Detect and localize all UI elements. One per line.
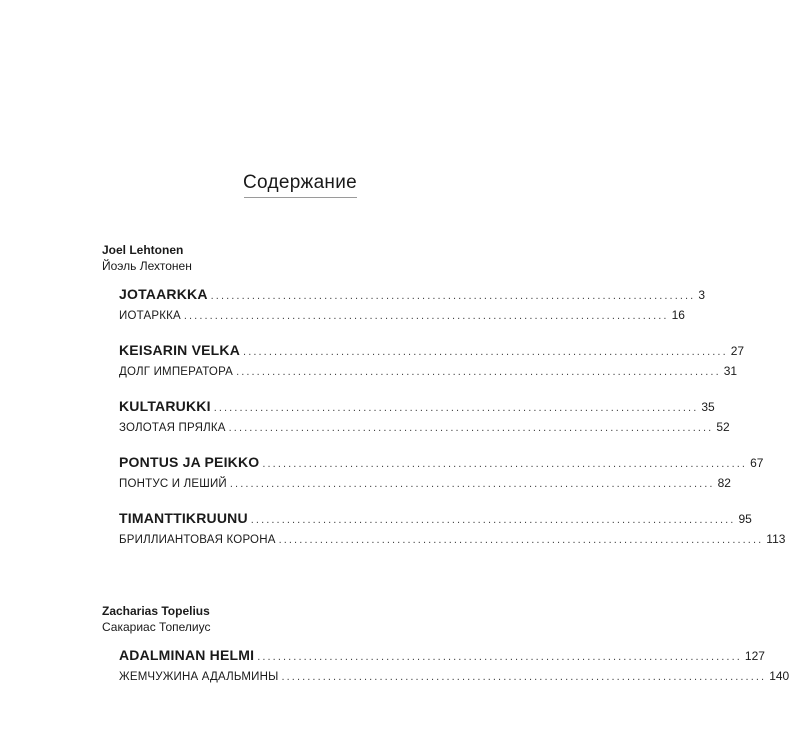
entry-title: ЗОЛОТАЯ ПРЯЛКА — [119, 422, 226, 434]
toc-entry-ru[interactable] — [119, 420, 730, 442]
entry-title: TIMANTTIKRUUNU — [119, 510, 248, 526]
toc-entry-fi[interactable] — [119, 454, 764, 476]
dot-leader: .............................................................................................. — [262, 458, 748, 470]
page-number: 140 — [769, 669, 789, 683]
toc-entry-ru[interactable] — [119, 476, 731, 498]
toc-entry-fi[interactable] — [119, 342, 745, 364]
entry-title: ЖЕМЧУЖИНА АДАЛЬМИНЫ — [119, 671, 279, 683]
author-name-ru: Йоэль Лехтонен — [102, 259, 192, 273]
toc-entry-ru[interactable] — [119, 532, 786, 554]
page-number: 95 — [738, 512, 752, 526]
toc-entry-fi[interactable] — [119, 647, 765, 669]
dot-leader: .............................................................................................. — [257, 651, 742, 663]
toc-entry-fi[interactable] — [119, 398, 715, 420]
page-number: 35 — [701, 400, 715, 414]
author-block-lehtonen — [102, 243, 192, 274]
entry-title: БРИЛЛИАНТОВАЯ КОРОНА — [119, 534, 276, 546]
author-block-topelius — [102, 604, 210, 635]
dot-leader: .............................................................................................. — [210, 290, 696, 302]
toc-group — [119, 647, 789, 691]
page-number: 16 — [671, 308, 685, 322]
title-underline — [244, 197, 357, 198]
entry-title: KEISARIN VELKA — [119, 342, 241, 358]
toc-group — [119, 454, 764, 498]
dot-leader: .............................................................................................. — [243, 346, 728, 358]
toc-entry-ru[interactable] — [119, 669, 789, 691]
entry-title: KULTARUKKI — [119, 398, 211, 414]
dot-leader: .............................................................................................. — [250, 514, 736, 526]
author-name: Zacharias Topelius — [102, 604, 210, 618]
entry-title: ИОТАРККА — [119, 310, 181, 322]
toc-group — [119, 286, 706, 330]
toc-entry-fi[interactable] — [119, 286, 706, 308]
entry-title: ПОНТУС И ЛЕШИЙ — [119, 478, 227, 490]
dot-leader: .............................................................................................. — [229, 478, 715, 490]
entry-title: PONTUS JA PEIKKO — [119, 454, 260, 470]
page-number: 82 — [717, 476, 731, 490]
page-number: 52 — [716, 420, 730, 434]
page-number: 67 — [750, 456, 764, 470]
entry-title: ADALMINAN HELMI — [119, 647, 255, 663]
dot-leader: .............................................................................................. — [183, 310, 669, 322]
author-name-ru: Сакариас Топелиус — [102, 620, 211, 634]
toc-entry-ru[interactable] — [119, 308, 685, 330]
dot-leader: .............................................................................................. — [228, 422, 714, 434]
dot-leader: .............................................................................................. — [236, 366, 721, 378]
author-name: Joel Lehtonen — [102, 243, 184, 257]
page-number: 127 — [744, 649, 765, 663]
toc-list-topelius — [119, 647, 789, 703]
toc-group — [119, 398, 730, 442]
toc-list-lehtonen — [119, 286, 786, 566]
toc-group — [119, 510, 786, 554]
entry-title: ДОЛГ ИМПЕРАТОРА — [119, 366, 234, 378]
page-number: 31 — [723, 364, 738, 378]
page-title: Содержание — [242, 172, 358, 193]
page-number: 27 — [730, 344, 745, 358]
dot-leader: .............................................................................................. — [213, 402, 699, 414]
page-number: 3 — [698, 288, 706, 302]
entry-title: JOTAARKKA — [119, 286, 208, 302]
toc-entry-fi[interactable] — [119, 510, 752, 532]
page-number: 113 — [766, 532, 786, 546]
toc-entry-ru[interactable] — [119, 364, 738, 386]
dot-leader: .............................................................................................. — [278, 534, 764, 546]
toc-group — [119, 342, 745, 386]
dot-leader: .............................................................................................. — [281, 671, 767, 683]
